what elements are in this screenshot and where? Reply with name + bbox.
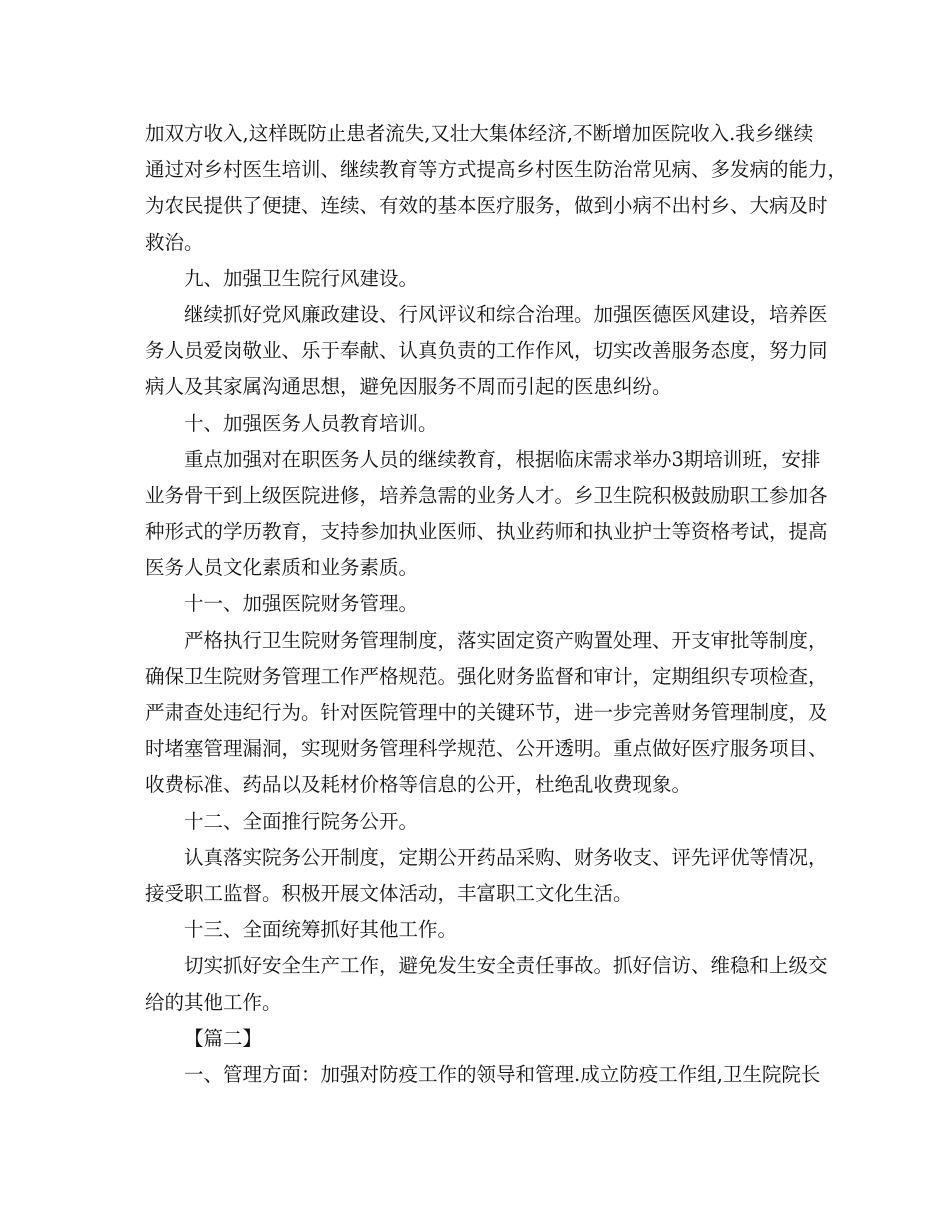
text-line: 十、加强医务人员教育培训。 — [184, 411, 438, 435]
text-line: 业务骨干到上级医院进修，培养急需的业务人才。乡卫生院积极鼓励职工参加各 — [145, 483, 828, 507]
text-line: 给的其他工作。 — [145, 990, 282, 1014]
text-line: 重点加强对在职医务人员的继续教育，根据临床需求举办3期培训班，安排 — [184, 447, 821, 471]
text-line: 救治。 — [145, 230, 204, 254]
text-line: 病人及其家属沟通思想，避免因服务不周而引起的医患纠纷。 — [145, 375, 672, 399]
text-line: 医务人员文化素质和业务素质。 — [145, 556, 419, 580]
text-line: 确保卫生院财务管理工作严格规范。强化财务监督和审计，定期组织专项检查， — [145, 664, 828, 688]
text-line: 十一、加强医院财务管理。 — [184, 592, 419, 616]
text-line: 一、管理方面：加强对防疫工作的领导和管理.成立防疫工作组,卫生院院长 — [184, 1062, 821, 1086]
section-heading — [145, 406, 810, 442]
body-paragraph — [145, 840, 828, 912]
text-line: 认真落实院务公开制度，定期公开药品采购、财务收支、评先评优等情况， — [184, 845, 828, 869]
body-paragraph — [145, 297, 828, 406]
text-line: 十二、全面推行院务公开。 — [184, 809, 419, 833]
text-line: 九、加强卫生院行风建设。 — [184, 266, 419, 290]
text-line: 接受职工监督。积极开展文体活动，丰富职工文化生活。 — [145, 881, 633, 905]
body-paragraph — [145, 623, 828, 804]
text-line: 时堵塞管理漏洞，实现财务管理科学规范、公开透明。重点做好医疗服务项目、 — [145, 737, 828, 761]
text-line: 加双方收入,这样既防止患者流失,又壮大集体经济,不断增加医院收入.我乡继续 — [145, 122, 814, 145]
section-heading — [145, 261, 810, 297]
body-paragraph — [145, 1057, 821, 1093]
body-paragraph — [145, 116, 848, 261]
body-paragraph — [145, 442, 828, 587]
text-line: 为农民提供了便捷、连续、有效的基本医疗服务，做到小病不出村乡、大病及时 — [145, 194, 828, 218]
section-heading — [145, 912, 810, 948]
text-line: 【篇二】 — [184, 1026, 263, 1050]
text-line: 通过对乡村医生培训、继续教育等方式提高乡村医生防治常见病、多发病的能力， — [145, 158, 848, 182]
text-line: 收费标准、药品以及耗材价格等信息的公开，杜绝乱收费现象。 — [145, 773, 692, 797]
section-heading — [145, 586, 810, 622]
text-line: 切实抓好安全生产工作，避免发生安全责任事故。抓好信访、维稳和上级交 — [184, 954, 828, 978]
body-paragraph — [145, 948, 828, 1020]
section-heading — [145, 1021, 810, 1057]
text-line: 种形式的学历教育，支持参加执业医师、执业药师和执业护士等资格考试，提高 — [145, 520, 828, 544]
section-heading — [145, 804, 810, 840]
text-line: 严肃查处违纪行为。针对医院管理中的关键环节，进一步完善财务管理制度，及 — [145, 701, 828, 724]
text-line: 十三、全面统筹抓好其他工作。 — [184, 918, 458, 942]
text-line: 继续抓好党风廉政建设、行风评议和综合治理。加强医德医风建设，培养医 — [184, 302, 828, 326]
text-line: 务人员爱岗敬业、乐于奉献、认真负责的工作作风，切实改善服务态度，努力同 — [145, 339, 828, 363]
text-line: 严格执行卫生院财务管理制度，落实固定资产购置处理、开支审批等制度， — [184, 628, 828, 652]
document-body — [145, 116, 848, 1093]
